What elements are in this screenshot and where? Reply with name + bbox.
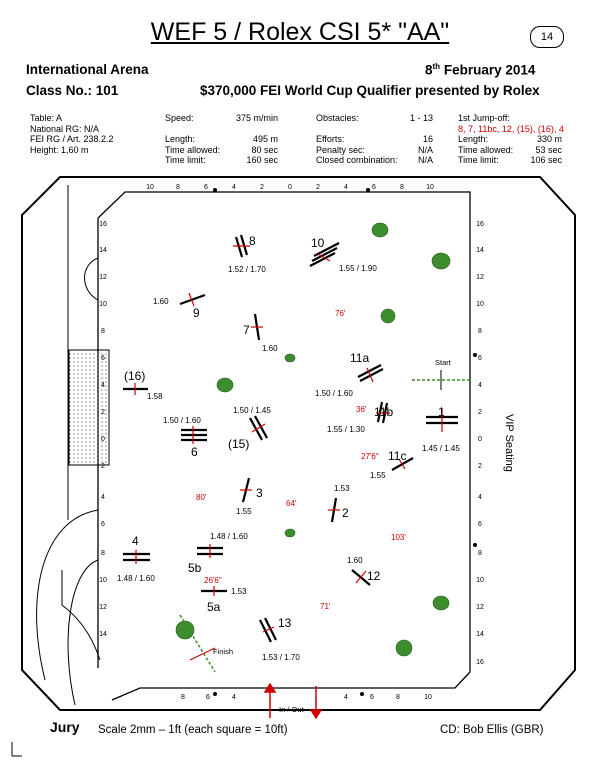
scale-left-label: 8 (101, 328, 105, 335)
scale-top-label: 6 (372, 184, 376, 191)
class-number: Class No.: 101 (26, 83, 119, 98)
obstacle-height: 1.53 / 1.70 (262, 653, 300, 662)
class-title: $370,000 FEI World Cup Qualifier presented by Rolex (200, 83, 540, 98)
scale-bottom-label: 8 (396, 694, 400, 701)
scale-top-label: 10 (426, 184, 434, 191)
info-national-rg: National RG: N/A (30, 123, 100, 134)
scale-top-label: 4 (232, 184, 236, 191)
page-title: WEF 5 / Rolex CSI 5* "AA" (150, 18, 450, 46)
obstacle-height: 1.53 (334, 484, 350, 493)
obstacle-height: 1.50 / 1.60 (163, 416, 201, 425)
obstacle-height: 1.52 / 1.70 (228, 265, 266, 274)
arena-marker-dot (213, 692, 217, 696)
scale-top-label: 8 (400, 184, 404, 191)
label-time-allowed: Time allowed: (165, 144, 221, 155)
scale-bottom (181, 694, 432, 701)
label-time-limit: Time limit: (165, 155, 206, 166)
scale-bottom-label: 6 (206, 694, 210, 701)
scale-bottom-label: 8 (181, 694, 185, 701)
jumpoff-length-label: Length: (458, 134, 489, 145)
scale-left-label: 2 (101, 463, 105, 470)
jumpoff-time-allowed-value: 53 sec (535, 144, 562, 155)
label-closed-combination: Closed combination: (316, 155, 398, 166)
scale-right-label: 2 (478, 409, 482, 416)
value-time-allowed: 80 sec (251, 144, 278, 155)
scale-right-label: 10 (476, 301, 484, 308)
obstacle-number: 2 (342, 506, 349, 520)
scale-right-label: 12 (476, 604, 484, 611)
label-length: Length: (165, 134, 196, 145)
tree-icon (432, 253, 450, 269)
scale-left-label: 14 (99, 631, 107, 638)
scale-left-label: 16 (99, 221, 107, 228)
scale-right-label: 4 (478, 494, 482, 501)
obstacle-height: 1.60 (262, 344, 278, 353)
finish-arrow (190, 648, 215, 660)
distance-label: 27'6" (361, 452, 379, 461)
scale-left-label: 4 (101, 382, 105, 389)
obstacle-height: 1.48 / 1.60 (210, 532, 248, 541)
obstacle-number: 11b (374, 405, 394, 419)
obstacle-number: 7 (243, 323, 250, 337)
distance-labels (196, 309, 406, 611)
jumpoff-time-limit-value: 106 sec (530, 155, 562, 166)
scale-right-label: 14 (476, 247, 484, 254)
scale-right-label: 6 (478, 521, 482, 528)
scale-bottom-label: 4 (344, 694, 348, 701)
value-efforts: 16 (422, 134, 433, 145)
distance-label: 36' (356, 405, 367, 414)
obstacle-number: (15) (228, 437, 250, 451)
obstacle-number: 5b (188, 561, 202, 575)
scale-right-label: 4 (478, 382, 482, 389)
obstacle-glyphs (123, 235, 458, 642)
tree-icon (285, 529, 295, 537)
value-length: 495 m (252, 134, 278, 145)
scale-left-label: 0 (101, 436, 105, 443)
arena-marker-dot (366, 188, 370, 192)
arena-name: International Arena (26, 62, 149, 77)
scale-top-label: 6 (204, 184, 208, 191)
arena-marker-dot (213, 188, 217, 192)
jury-label: Jury (50, 719, 80, 735)
scale-left-label: 6 (101, 521, 105, 528)
scale-right-label: 16 (476, 221, 484, 228)
obstacle-height: 1.55 (236, 507, 252, 516)
scale-note: Scale 2mm – 1ft (each square = 10ft) (98, 724, 288, 736)
obstacle-number: 3 (256, 486, 263, 500)
scale-left-label: 10 (99, 577, 107, 584)
scale-right-label: 8 (478, 328, 482, 335)
value-speed: 375 m/min (235, 113, 278, 123)
obstacle-number: 4 (132, 534, 139, 548)
scale-top-label: 8 (176, 184, 180, 191)
value-closed-combination: N/A (417, 155, 433, 166)
obstacle-number: 6 (191, 445, 198, 459)
distance-label: 103' (391, 533, 406, 542)
obstacle-height: 1.60 (347, 556, 363, 565)
scale-top-label: 10 (146, 184, 154, 191)
info-fei-rg: FEI RG / Art. 238.2.2 (30, 134, 114, 145)
left-entry-curve (85, 258, 99, 300)
distance-label: 64' (286, 499, 297, 508)
label-obstacles: Obstacles: (316, 113, 359, 123)
scale-right-label: 16 (476, 659, 484, 666)
scale-right (476, 221, 484, 666)
tree-icon (285, 354, 295, 362)
tree-icon (381, 309, 395, 323)
obstacle-number: 9 (193, 306, 200, 320)
arena-inner-rail-bottom (112, 672, 470, 700)
distance-label: 26'6" (204, 576, 222, 585)
tree-icon (372, 223, 388, 237)
scale-bottom-label: 6 (370, 694, 374, 701)
obstacle-11a-icon (358, 365, 383, 381)
lower-left-entry-curve (37, 510, 98, 705)
info-table: Table: A (30, 113, 63, 123)
jumpoff-length-value: 330 m (536, 134, 562, 144)
dotted-stand-area (69, 350, 109, 465)
tree-icon (433, 596, 449, 610)
finish-line (180, 615, 215, 672)
obstacle-number: 13 (278, 616, 292, 630)
scale-right-label: 14 (476, 631, 484, 638)
date-suffix: th (432, 62, 441, 71)
obstacle-number: 10 (311, 236, 325, 250)
scale-left-label: 12 (99, 604, 107, 611)
obstacle-number: 1 (438, 405, 445, 419)
scale-right-label: 0 (478, 436, 482, 443)
scale-left-label: 4 (101, 494, 105, 501)
obstacle-height: 1.58 (147, 392, 163, 401)
scale-left-label: 14 (99, 247, 107, 254)
tree-icon (396, 640, 412, 656)
jumpoff-time-limit-label: Time limit: (458, 155, 499, 166)
scale-right-label: 12 (476, 274, 484, 281)
obstacle-6-icon (181, 430, 207, 440)
scale-top-label: 0 (288, 184, 292, 191)
arena-inner-rail-top (98, 192, 470, 218)
obstacle-height: 1.55 / 1.90 (339, 264, 377, 273)
scale-bottom-label: 4 (232, 694, 236, 701)
obstacle-height: 1.55 / 1.30 (327, 425, 365, 434)
value-time-limit: 160 sec (246, 155, 278, 166)
distance-label: 76' (335, 309, 346, 318)
value-obstacles: 1 - 13 (409, 113, 433, 123)
scale-right-label: 8 (478, 550, 482, 557)
label-efforts: Efforts: (316, 134, 345, 145)
obstacle-height: 1.55 (370, 471, 386, 480)
scale-right-label: 10 (476, 577, 484, 584)
info-height: Height: 1,60 m (30, 144, 89, 155)
obstacle-number: 11a (350, 351, 370, 365)
value-penalty: N/A (417, 144, 433, 155)
obstacle-height: 1.50 / 1.60 (315, 389, 353, 398)
scale-bottom-label: 10 (424, 694, 432, 701)
obstacle-labels (117, 234, 460, 662)
date-rest: February 2014 (440, 62, 536, 78)
scale-left-label: 10 (99, 301, 107, 308)
finish-label: Finish (213, 647, 234, 656)
course-designer: CD: Bob Ellis (GBR) (440, 724, 544, 736)
start-label: Start (435, 358, 451, 367)
obstacle-height: 1.45 / 1.45 (422, 444, 460, 453)
vip-seating-label: VIP Seating (503, 414, 515, 472)
arena-marker-dot (473, 353, 477, 357)
distance-label: 71' (320, 602, 331, 611)
scale-left-label: 8 (101, 550, 105, 557)
arena-marker-dot (360, 692, 364, 696)
obstacle-number: (16) (124, 369, 146, 383)
label-speed: Speed: (165, 113, 194, 123)
obstacle-number: 8 (249, 234, 256, 248)
scale-right-label: 2 (478, 463, 482, 470)
scale-top-label: 2 (260, 184, 264, 191)
scale-top-label: 2 (316, 184, 320, 191)
scale-right-label: 6 (478, 355, 482, 362)
jumpoff-time-allowed-label: Time allowed: (458, 144, 514, 155)
arena-marker-dot (473, 543, 477, 547)
scale-left-label: 6 (101, 355, 105, 362)
date-day: 8 (425, 62, 433, 78)
page-number: 14 (530, 26, 564, 48)
jumpoff-order: 8, 7, 11bc, 12, (15), (16), 4 (458, 123, 564, 134)
obstacle-height: 1.53 (231, 587, 247, 596)
obstacle-height: 1.50 / 1.45 (233, 406, 271, 415)
distance-label: 80' (196, 493, 207, 502)
scale-left-label: 12 (99, 274, 107, 281)
in-out-label: In / Out (279, 705, 304, 714)
label-penalty: Penalty sec: (316, 144, 366, 155)
tree-icon (217, 378, 233, 392)
obstacle-height: 1.48 / 1.60 (117, 574, 155, 583)
obstacle-height: 1.60 (153, 297, 169, 306)
scale-left-label: 2 (101, 409, 105, 416)
jumpoff-title: 1st Jump-off: (458, 113, 510, 123)
obstacle-number: 5a (207, 600, 221, 614)
obstacle-number: 12 (367, 569, 381, 583)
scale-top (146, 184, 434, 191)
obstacle-number: 11c (388, 449, 407, 463)
scale-top-label: 4 (344, 184, 348, 191)
